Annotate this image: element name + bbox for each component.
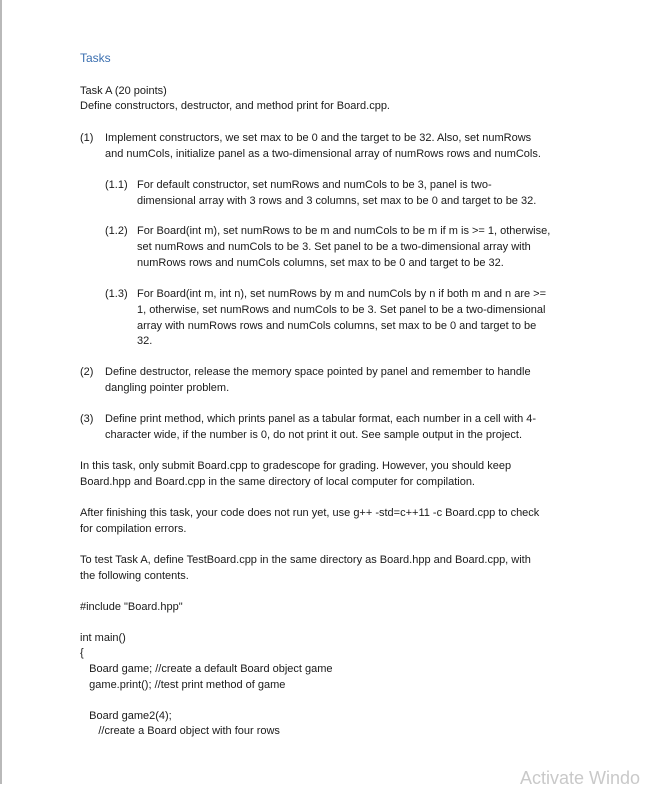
list-item-text-line: and numCols, initialize panel as a two-dimensional array of numRows rows and numCols.	[105, 148, 541, 160]
sub-item-text-line: 32.	[137, 335, 153, 347]
sub-item-number: (1.3)	[105, 288, 128, 300]
sub-item-text-line: numRows rows and numCols columns, set max to be 0 and target to be 32.	[137, 257, 504, 269]
list-item-text-line: Define destructor, release the memory space pointed by panel and remember to handle	[105, 366, 531, 378]
paragraph-test-line: To test Task A, define TestBoard.cpp in the same directory as Board.hpp and Board.cpp, with	[80, 554, 531, 566]
code-line: Board game; //create a default Board object game	[80, 663, 333, 675]
list-item-number: (2)	[80, 366, 94, 378]
paragraph-compile-line: for compilation errors.	[80, 523, 187, 535]
tasks-heading: Tasks	[80, 51, 111, 65]
code-line: Board game2(4);	[80, 710, 172, 722]
paragraph-compile-line: After finishing this task, your code does not run yet, use g++ -std=c++11 -c Board.cpp to check	[80, 507, 540, 519]
list-item-text-line: character wide, if the number is 0, do not print it out. See sample output in the project.	[105, 429, 523, 441]
activate-windows-watermark: Activate Windo	[520, 768, 641, 788]
code-line-brace: {	[80, 647, 84, 659]
code-line-include: #include "Board.hpp"	[80, 601, 183, 613]
sub-item-text-line: dimensional array with 3 rows and 3 columns, set max to be 0 and target to be 32.	[137, 195, 537, 207]
list-item-text-line: Implement constructors, we set max to be 0 and the target to be 32. Also, set numRows	[105, 132, 532, 144]
task-a-intro: Define constructors, destructor, and method print for Board.cpp.	[80, 100, 390, 112]
list-item-number: (3)	[80, 413, 94, 425]
paragraph-submit-line: Board.hpp and Board.cpp in the same directory of local computer for compilation.	[80, 476, 475, 488]
paragraph-submit-line: In this task, only submit Board.cpp to gradescope for grading. However, you should keep	[80, 460, 512, 472]
sub-item-text-line: 1, otherwise, set numRows and numCols to be 3. Set panel to be a two-dimensional	[137, 304, 546, 316]
page-left-border	[0, 0, 2, 784]
sub-item-text-line: For default constructor, set numRows and numCols to be 3, panel is two-	[137, 179, 492, 191]
task-a-title: Task A (20 points)	[80, 85, 167, 97]
code-line-main: int main()	[80, 632, 126, 644]
list-item-text-line: Define print method, which prints panel as a tabular format, each number in a cell with 4-	[105, 413, 537, 425]
paragraph-test-line: the following contents.	[80, 570, 189, 582]
sub-item-text-line: array with numRows rows and numCols columns, set max to be 0 and target to be	[137, 320, 537, 332]
sub-item-text-line: For Board(int m, int n), set numRows by m and numCols by n if both m and n are >=	[137, 288, 547, 300]
sub-item-number: (1.1)	[105, 179, 128, 191]
sub-item-number: (1.2)	[105, 225, 128, 237]
code-line: //create a Board object with four rows	[80, 725, 280, 737]
sub-item-text-line: For Board(int m), set numRows to be m and numCols to be m if m is >= 1, otherwise,	[137, 225, 551, 237]
code-line: game.print(); //test print method of game	[80, 679, 286, 691]
sub-item-text-line: set numRows and numCols to be 3. Set panel to be a two-dimensional array with	[137, 241, 531, 253]
list-item-text-line: dangling pointer problem.	[105, 382, 230, 394]
list-item-number: (1)	[80, 132, 94, 144]
